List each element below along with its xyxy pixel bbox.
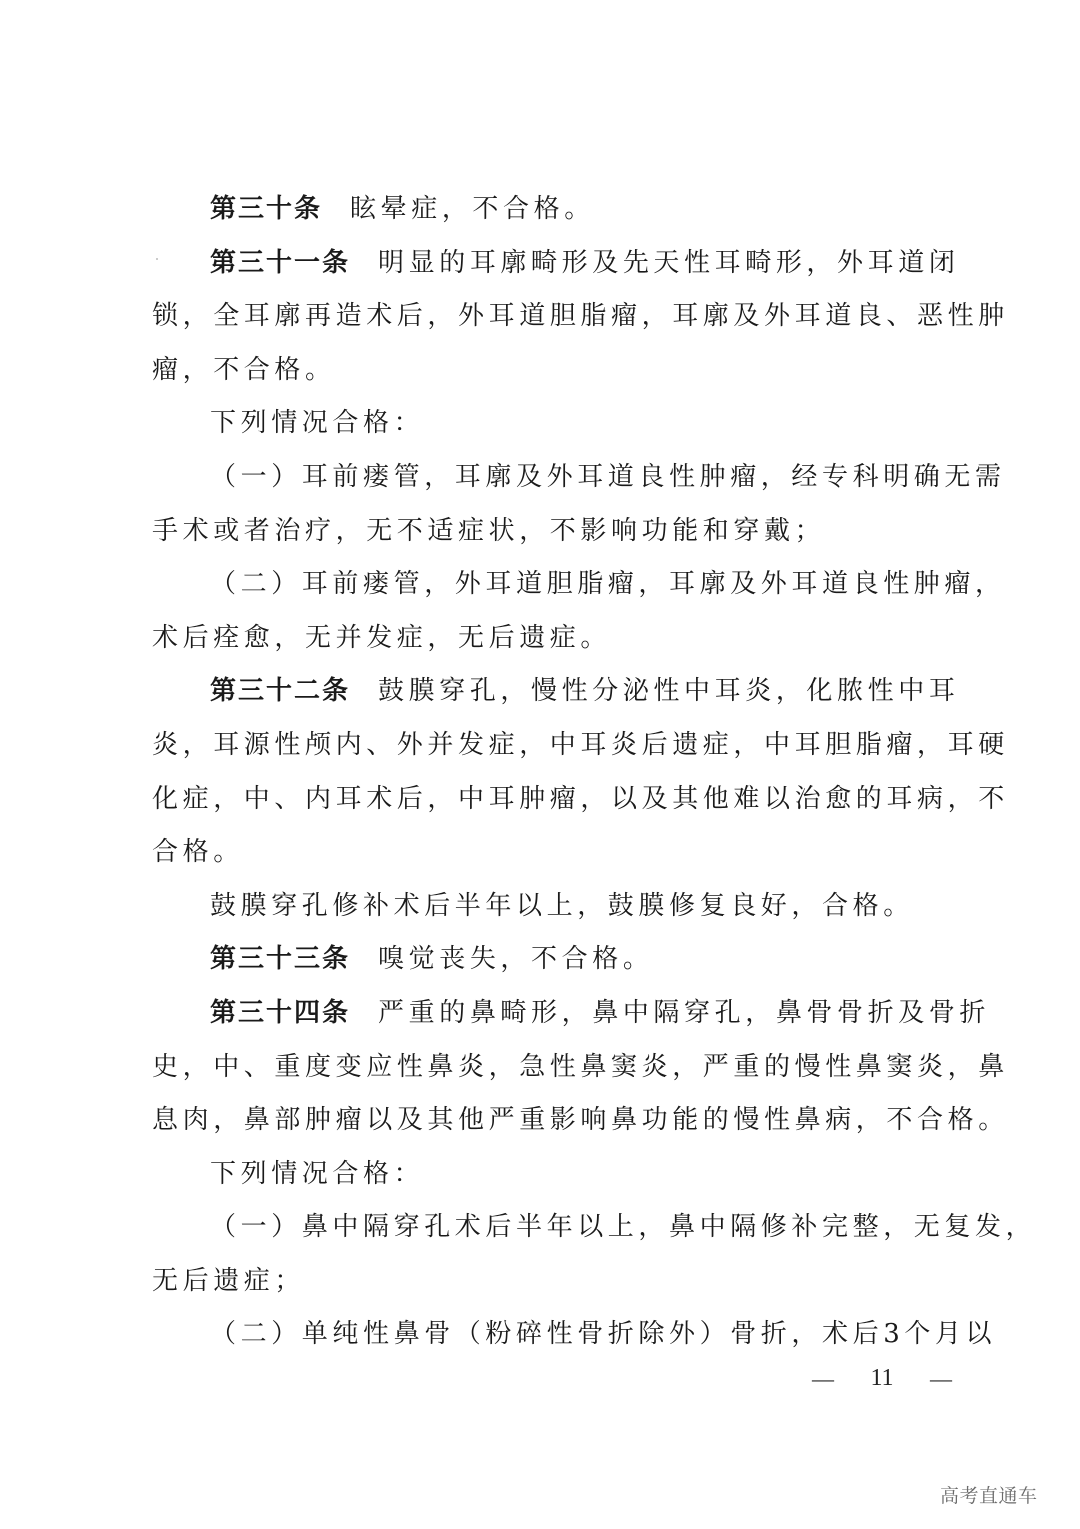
page-number-value: 11 (870, 1365, 894, 1391)
text-line: 锁，全耳廓再造术后，外耳道胆脂瘤，耳廓及外耳道良、恶性肿 (152, 301, 1009, 332)
text-line: 下列情况合格： (210, 408, 425, 439)
text-line: 瘤，不合格。 (152, 354, 336, 385)
text-line: 史，中、重度变应性鼻炎，急性鼻窦炎，严重的慢性鼻窦炎，鼻 (152, 1051, 1009, 1082)
document-body (152, 183, 1037, 1362)
text-line: 无后遗症； (152, 1265, 306, 1296)
page-number (812, 1365, 952, 1392)
article-heading: 第三十一条 (210, 247, 351, 278)
text-line: （一）耳前瘘管，耳廓及外耳道良性肿瘤，经专科明确无需 (210, 461, 1006, 492)
paragraph-article-30 (152, 183, 952, 237)
article-heading: 第三十二条 (210, 676, 351, 707)
article-text: 明显的耳廓畸形及先天性耳畸形，外耳道闭 (378, 247, 960, 278)
text-line: 术后痊愈，无并发症，无后遗症。 (152, 622, 612, 653)
text-line: 下列情况合格： (210, 1158, 425, 1189)
article-heading: 第三十四条 (210, 997, 351, 1028)
page-number-dash-left: — (812, 1365, 834, 1391)
text-line: 合格。 (152, 837, 244, 868)
article-text: 嗅觉丧失，不合格。 (378, 944, 654, 975)
article-text: 鼓膜穿孔，慢性分泌性中耳炎，化脓性中耳 (378, 676, 960, 707)
text-line: 炎，耳源性颅内、外并发症，中耳炎后遗症，中耳胆脂瘤，耳硬 (152, 729, 1009, 760)
text-line: 息肉，鼻部肿瘤以及其他严重影响鼻功能的慢性鼻病，不合格。 (152, 1105, 1009, 1136)
page-number-dash-right: — (929, 1365, 952, 1391)
text-line: （二）耳前瘘管，外耳道胆脂瘤，耳廓及外耳道良性肿瘤， (210, 569, 1006, 600)
text-line: 化症，中、内耳术后，中耳肿瘤，以及其他难以治愈的耳病，不 (152, 783, 1009, 814)
paragraph-article-31 (152, 237, 960, 291)
text-line: 手术或者治疗，无不适症状，不影响功能和穿戴； (152, 515, 826, 546)
text-line: （一）鼻中隔穿孔术后半年以上，鼻中隔修补完整，无复发， (210, 1212, 1037, 1243)
article-text: 眩晕症，不合格。 (350, 194, 595, 224)
text-line: 鼓膜穿孔修补术后半年以上，鼓膜修复良好，合格。 (210, 890, 914, 921)
paragraph-article-32 (152, 665, 960, 719)
article-heading: 第三十三条 (210, 944, 351, 975)
text-line: （二）单纯性鼻骨（粉碎性骨折除外）骨折，术后3个月以 (210, 1319, 997, 1350)
article-heading: 第三十条 (210, 194, 323, 224)
article-text: 严重的鼻畸形，鼻中隔穿孔，鼻骨骨折及骨折 (378, 997, 991, 1028)
paragraph-article-33 (152, 933, 952, 987)
watermark: 高考直通车 (940, 1485, 1038, 1507)
paragraph-article-34 (152, 987, 991, 1041)
